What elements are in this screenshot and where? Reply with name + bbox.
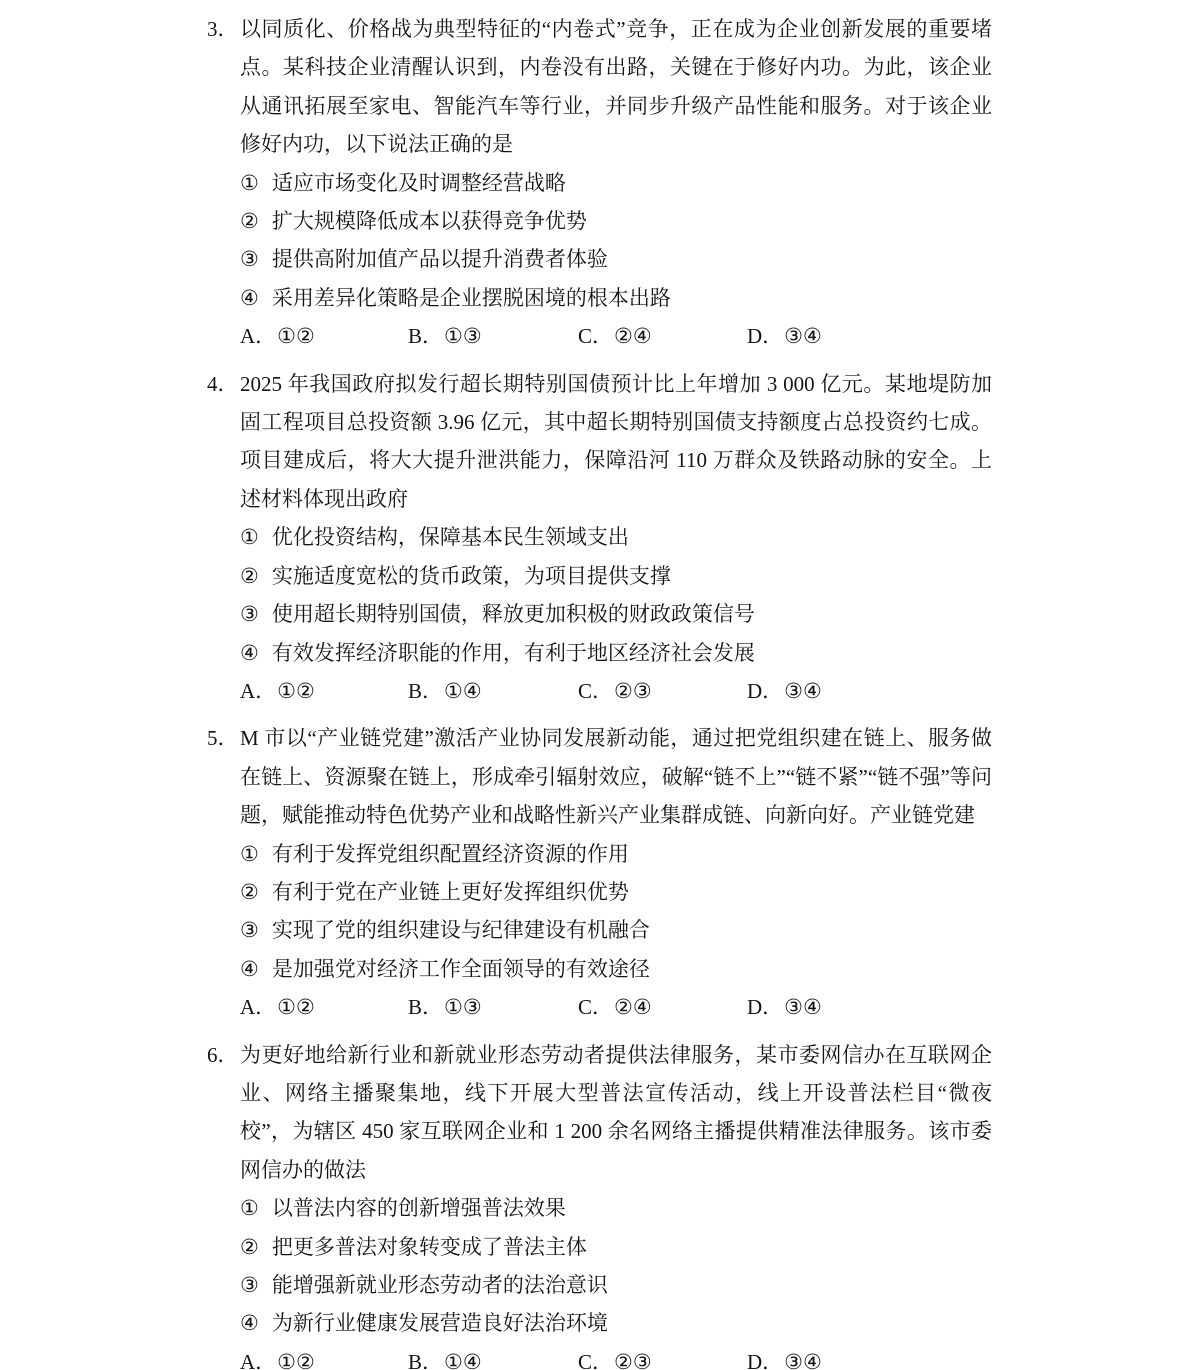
answer-value: ①④	[444, 1349, 482, 1370]
answer-label: A．	[240, 995, 277, 1020]
option-list	[240, 164, 992, 318]
option-text: 以普法内容的创新增强普法效果	[271, 1196, 566, 1221]
answer-label: C．	[578, 1349, 614, 1370]
option-item	[240, 164, 992, 202]
question-stem: 以同质化、价格战为典型特征的“内卷式”竞争，正在成为企业创新发展的重要堵点。某科技企业清醒认识到，内卷没有出路，关键在于修好内功。为此，该企业从通讯拓展至家电、智能汽车等行业，并同步升级产品性能和服务。对于该企业修好内功，以下说法正确的是	[240, 17, 992, 157]
question-number: 5．	[207, 726, 239, 751]
answer-row	[240, 672, 992, 710]
option-item	[240, 595, 992, 633]
option-text: 是加强党对经济工作全面领导的有效途径	[271, 956, 650, 981]
answer-choice	[240, 988, 408, 1026]
option-text: 适应市场变化及时调整经营战略	[271, 170, 566, 195]
answer-label: A．	[240, 1349, 277, 1370]
answer-label: A．	[240, 678, 277, 703]
option-circled-number: ③	[240, 602, 259, 627]
answer-choice	[408, 1343, 578, 1370]
option-item	[240, 279, 992, 317]
answer-value: ①③	[444, 324, 482, 349]
question-block	[207, 365, 992, 711]
answer-label: D．	[747, 1349, 784, 1370]
answer-choice	[240, 672, 408, 710]
answer-choice	[408, 317, 578, 355]
option-item	[240, 202, 992, 240]
answer-row	[240, 988, 992, 1026]
answer-choice	[240, 317, 408, 355]
answer-value: ③④	[784, 324, 822, 349]
option-item	[240, 1266, 992, 1304]
answer-label: C．	[578, 678, 614, 703]
answer-choice	[747, 672, 992, 710]
option-circled-number: ③	[240, 1273, 259, 1297]
answer-choice	[408, 988, 578, 1026]
option-circled-number: ①	[240, 170, 259, 195]
answer-choice	[578, 317, 747, 355]
answer-value: ③④	[784, 995, 822, 1020]
question-number: 4．	[207, 371, 239, 396]
option-list	[240, 1189, 992, 1343]
answer-value: ①④	[444, 678, 482, 703]
option-text: 有利于发挥党组织配置经济资源的作用	[271, 841, 629, 866]
option-circled-number: ②	[240, 1234, 259, 1259]
option-item	[240, 518, 992, 556]
option-circled-number: ①	[240, 841, 259, 866]
answer-value: ①②	[277, 1349, 315, 1370]
option-item	[240, 911, 992, 949]
option-text: 采用差异化策略是企业摆脱困境的根本出路	[271, 285, 671, 310]
option-item	[240, 1189, 992, 1227]
option-circled-number: ②	[240, 879, 259, 904]
answer-choice	[578, 672, 747, 710]
option-text: 扩大规模降低成本以获得竞争优势	[271, 209, 587, 234]
question-stem: M 市以“产业链党建”激活产业协同发展新动能，通过把党组织建在链上、服务做在链上、资源聚在链上，形成牵引辐射效应，破解“链不上”“链不紧”“链不强”等问题，赋能推动特色优势产业和战略性新兴产业集群成链、向新向好。产业链党建	[240, 726, 992, 828]
answer-choice	[578, 988, 747, 1026]
question-block	[207, 10, 992, 356]
answer-label: B．	[408, 1349, 444, 1370]
answer-choice	[408, 672, 578, 710]
option-text: 实现了党的组织建设与纪律建设有机融合	[271, 918, 650, 943]
option-item	[240, 1228, 992, 1266]
question-stem: 为更好地给新行业和新就业形态劳动者提供法律服务，某市委网信办在互联网企业、网络主播聚集地，线下开展大型普法宣传活动，线上开设普法栏目“微夜校”，为辖区 450 家互联网企业和 1 200 余名网络主播提供精准法律服务。该市委网信办的做法	[240, 1042, 992, 1182]
answer-value: ①②	[277, 995, 315, 1020]
option-text: 把更多普法对象转变成了普法主体	[271, 1234, 587, 1259]
option-circled-number: ③	[240, 247, 259, 272]
option-item	[240, 873, 992, 911]
option-text: 优化投资结构，保障基本民生领域支出	[271, 525, 629, 550]
answer-row	[240, 317, 992, 355]
option-item	[240, 950, 992, 988]
answer-label: B．	[408, 995, 444, 1020]
answer-value: ①②	[277, 678, 315, 703]
answer-choice	[747, 317, 992, 355]
answer-label: B．	[408, 324, 444, 349]
option-circled-number: ②	[240, 209, 259, 234]
option-circled-number: ④	[240, 640, 259, 665]
question-number: 6．	[207, 1042, 239, 1067]
question-stem: 2025 年我国政府拟发行超长期特别国债预计比上年增加 3 000 亿元。某地堤防加固工程项目总投资额 3.96 亿元，其中超长期特别国债支持额度占总投资约七成。项目建成后，将大大提升泄洪能力，保障沿河 110 万群众及铁路动脉的安全。上述材料体现出政府	[240, 371, 992, 511]
answer-value: ①③	[444, 995, 482, 1020]
answer-label: D．	[747, 678, 784, 703]
option-list	[240, 518, 992, 672]
option-item	[240, 557, 992, 595]
answer-value: ②④	[614, 324, 652, 349]
option-text: 为新行业健康发展营造良好法治环境	[271, 1311, 608, 1336]
option-text: 有利于党在产业链上更好发挥组织优势	[271, 879, 629, 904]
answer-value: ③④	[784, 1349, 822, 1370]
option-circled-number: ①	[240, 1196, 259, 1221]
option-item	[240, 240, 992, 278]
answer-value: ③④	[784, 678, 822, 703]
answer-value: ②④	[614, 995, 652, 1020]
question-block	[207, 1036, 992, 1370]
answer-label: D．	[747, 995, 784, 1020]
option-circled-number: ③	[240, 918, 259, 943]
answer-label: C．	[578, 995, 614, 1020]
option-text: 能增强新就业形态劳动者的法治意识	[271, 1273, 608, 1297]
answer-label: D．	[747, 324, 784, 349]
answer-choice	[240, 1343, 408, 1370]
answer-label: C．	[578, 324, 614, 349]
option-circled-number: ①	[240, 525, 259, 550]
option-circled-number: ④	[240, 956, 259, 981]
option-text: 有效发挥经济职能的作用，有利于地区经济社会发展	[271, 640, 755, 665]
answer-value: ②③	[614, 1349, 652, 1370]
answer-value: ②③	[614, 678, 652, 703]
option-text: 使用超长期特别国债，释放更加积极的财政政策信号	[271, 602, 755, 627]
question-block	[207, 719, 992, 1026]
option-circled-number: ②	[240, 563, 259, 588]
answer-choice	[747, 1343, 992, 1370]
answer-choice	[747, 988, 992, 1026]
option-circled-number: ④	[240, 285, 259, 310]
option-item	[240, 1304, 992, 1342]
answer-choice	[578, 1343, 747, 1370]
question-number: 3．	[207, 17, 239, 41]
option-item	[240, 835, 992, 873]
option-text: 提供高附加值产品以提升消费者体验	[271, 247, 608, 272]
option-circled-number: ④	[240, 1311, 259, 1336]
option-item	[240, 634, 992, 672]
answer-row	[240, 1343, 992, 1370]
option-text: 实施适度宽松的货币政策，为项目提供支撑	[271, 563, 671, 588]
answer-label: A．	[240, 324, 277, 349]
answer-value: ①②	[277, 324, 315, 349]
option-list	[240, 835, 992, 989]
answer-label: B．	[408, 678, 444, 703]
